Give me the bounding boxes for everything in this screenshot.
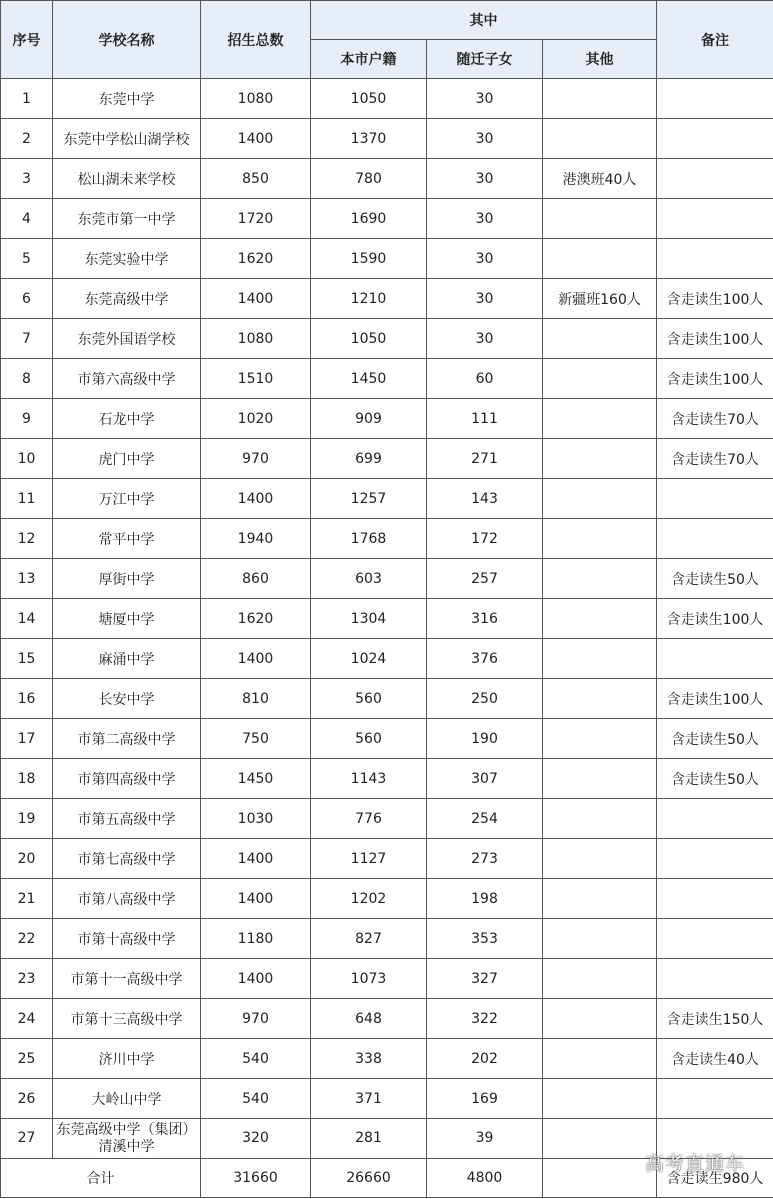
cell-local: 338 (311, 1039, 427, 1079)
header-row-1 (1, 1, 773, 40)
cell-note (657, 119, 773, 159)
cell-school: 东莞中学 (53, 79, 201, 119)
cell-school: 万江中学 (53, 479, 201, 519)
cell-school: 市第五高级中学 (53, 799, 201, 839)
cell-total: 860 (201, 559, 311, 599)
cell-migrant: 60 (427, 359, 543, 399)
cell-other (543, 519, 657, 559)
table-row (1, 399, 773, 439)
table-row (1, 919, 773, 959)
cell-migrant: 30 (427, 79, 543, 119)
table-row (1, 79, 773, 119)
cell-total: 810 (201, 679, 311, 719)
cell-other (543, 79, 657, 119)
cell-local: 371 (311, 1079, 427, 1119)
cell-note (657, 919, 773, 959)
cell-school: 市第十三高级中学 (53, 999, 201, 1039)
cell-note (657, 519, 773, 559)
table-row (1, 199, 773, 239)
cell-school: 市第四高级中学 (53, 759, 201, 799)
cell-migrant: 307 (427, 759, 543, 799)
cell-total: 1400 (201, 639, 311, 679)
table-row (1, 239, 773, 279)
table-row (1, 319, 773, 359)
table-row (1, 879, 773, 919)
cell-total: 850 (201, 159, 311, 199)
cell-local: 1304 (311, 599, 427, 639)
cell-note (657, 639, 773, 679)
table-row (1, 799, 773, 839)
cell-note (657, 1079, 773, 1119)
table-row (1, 159, 773, 199)
cell-local: 560 (311, 679, 427, 719)
cell-index: 7 (1, 319, 53, 359)
cell-migrant: 30 (427, 199, 543, 239)
table-row (1, 599, 773, 639)
header-group: 其中 (311, 1, 657, 40)
cell-other (543, 319, 657, 359)
cell-other (543, 959, 657, 999)
cell-total: 1020 (201, 399, 311, 439)
cell-index: 6 (1, 279, 53, 319)
cell-migrant: 198 (427, 879, 543, 919)
cell-local: 560 (311, 719, 427, 759)
cell-local: 1050 (311, 319, 427, 359)
cell-index: 10 (1, 439, 53, 479)
cell-note: 含走读生100人 (657, 359, 773, 399)
cell-other (543, 1079, 657, 1119)
table-row (1, 999, 773, 1039)
cell-local: 1024 (311, 639, 427, 679)
cell-school: 东莞高级中学（集团）清溪中学 (53, 1119, 201, 1159)
cell-index: 21 (1, 879, 53, 919)
header-local: 本市户籍 (311, 40, 427, 79)
total-other (543, 1159, 657, 1198)
cell-index: 4 (1, 199, 53, 239)
cell-local: 1050 (311, 79, 427, 119)
cell-total: 1450 (201, 759, 311, 799)
cell-migrant: 30 (427, 239, 543, 279)
cell-index: 1 (1, 79, 53, 119)
cell-total: 1030 (201, 799, 311, 839)
total-migrant: 4800 (427, 1159, 543, 1198)
cell-migrant: 39 (427, 1119, 543, 1159)
cell-note (657, 239, 773, 279)
cell-total: 750 (201, 719, 311, 759)
cell-other (543, 759, 657, 799)
cell-index: 19 (1, 799, 53, 839)
cell-total: 1080 (201, 79, 311, 119)
table-row (1, 719, 773, 759)
cell-index: 11 (1, 479, 53, 519)
cell-school: 常平中学 (53, 519, 201, 559)
cell-migrant: 111 (427, 399, 543, 439)
cell-total: 540 (201, 1079, 311, 1119)
cell-school: 市第二高级中学 (53, 719, 201, 759)
cell-local: 648 (311, 999, 427, 1039)
cell-total: 1400 (201, 119, 311, 159)
cell-note (657, 159, 773, 199)
cell-note: 含走读生100人 (657, 319, 773, 359)
cell-migrant: 327 (427, 959, 543, 999)
cell-other (543, 1119, 657, 1159)
cell-other (543, 599, 657, 639)
cell-migrant: 143 (427, 479, 543, 519)
cell-other (543, 919, 657, 959)
table-row (1, 479, 773, 519)
header-other: 其他 (543, 40, 657, 79)
cell-local: 776 (311, 799, 427, 839)
cell-note (657, 479, 773, 519)
cell-total: 1400 (201, 959, 311, 999)
cell-index: 13 (1, 559, 53, 599)
cell-local: 1073 (311, 959, 427, 999)
cell-migrant: 250 (427, 679, 543, 719)
cell-note: 含走读生50人 (657, 759, 773, 799)
cell-index: 25 (1, 1039, 53, 1079)
cell-migrant: 172 (427, 519, 543, 559)
cell-total: 970 (201, 999, 311, 1039)
cell-other (543, 719, 657, 759)
cell-school: 厚街中学 (53, 559, 201, 599)
cell-note: 含走读生100人 (657, 679, 773, 719)
cell-migrant: 376 (427, 639, 543, 679)
cell-note (657, 959, 773, 999)
cell-other (543, 239, 657, 279)
cell-total: 1080 (201, 319, 311, 359)
cell-school: 东莞高级中学 (53, 279, 201, 319)
cell-migrant: 353 (427, 919, 543, 959)
cell-school: 虎门中学 (53, 439, 201, 479)
cell-migrant: 30 (427, 119, 543, 159)
table-row (1, 839, 773, 879)
cell-school: 塘厦中学 (53, 599, 201, 639)
cell-other (543, 679, 657, 719)
cell-index: 22 (1, 919, 53, 959)
cell-index: 9 (1, 399, 53, 439)
table-row (1, 959, 773, 999)
cell-local: 1590 (311, 239, 427, 279)
cell-school: 市第十高级中学 (53, 919, 201, 959)
cell-other (543, 199, 657, 239)
cell-local: 1690 (311, 199, 427, 239)
cell-school: 大岭山中学 (53, 1079, 201, 1119)
cell-migrant: 30 (427, 279, 543, 319)
total-sum: 31660 (201, 1159, 311, 1198)
cell-school: 市第七高级中学 (53, 839, 201, 879)
cell-other (543, 559, 657, 599)
cell-index: 20 (1, 839, 53, 879)
cell-migrant: 254 (427, 799, 543, 839)
cell-migrant: 316 (427, 599, 543, 639)
cell-school: 市第八高级中学 (53, 879, 201, 919)
cell-note (657, 879, 773, 919)
cell-index: 23 (1, 959, 53, 999)
cell-total: 540 (201, 1039, 311, 1079)
table-row (1, 359, 773, 399)
cell-total: 1400 (201, 879, 311, 919)
table-row (1, 519, 773, 559)
cell-other: 新疆班160人 (543, 279, 657, 319)
cell-school: 济川中学 (53, 1039, 201, 1079)
cell-total: 970 (201, 439, 311, 479)
cell-index: 5 (1, 239, 53, 279)
table-row (1, 639, 773, 679)
cell-school: 长安中学 (53, 679, 201, 719)
cell-total: 1510 (201, 359, 311, 399)
cell-other (543, 399, 657, 439)
cell-index: 15 (1, 639, 53, 679)
cell-migrant: 273 (427, 839, 543, 879)
cell-local: 780 (311, 159, 427, 199)
cell-school: 东莞市第一中学 (53, 199, 201, 239)
cell-note: 含走读生150人 (657, 999, 773, 1039)
cell-other (543, 479, 657, 519)
cell-total: 1940 (201, 519, 311, 559)
cell-other (543, 879, 657, 919)
cell-local: 1370 (311, 119, 427, 159)
cell-total: 1400 (201, 839, 311, 879)
total-label: 合计 (1, 1159, 201, 1198)
cell-local: 281 (311, 1119, 427, 1159)
cell-note (657, 79, 773, 119)
cell-other (543, 639, 657, 679)
table-row (1, 439, 773, 479)
cell-school: 麻涌中学 (53, 639, 201, 679)
cell-note: 含走读生50人 (657, 719, 773, 759)
cell-note: 含走读生100人 (657, 599, 773, 639)
cell-school: 东莞中学松山湖学校 (53, 119, 201, 159)
cell-other (543, 439, 657, 479)
cell-migrant: 322 (427, 999, 543, 1039)
cell-migrant: 169 (427, 1079, 543, 1119)
cell-other (543, 999, 657, 1039)
total-local: 26660 (311, 1159, 427, 1198)
cell-local: 1257 (311, 479, 427, 519)
table-row (1, 1039, 773, 1079)
cell-other (543, 359, 657, 399)
table-row (1, 559, 773, 599)
table-row (1, 679, 773, 719)
cell-local: 1210 (311, 279, 427, 319)
cell-other (543, 839, 657, 879)
cell-index: 18 (1, 759, 53, 799)
cell-school: 东莞外国语学校 (53, 319, 201, 359)
cell-other (543, 1039, 657, 1079)
header-school: 学校名称 (53, 1, 201, 79)
cell-local: 1450 (311, 359, 427, 399)
cell-index: 8 (1, 359, 53, 399)
total-note: 含走读生980人 (657, 1159, 773, 1198)
cell-total: 1400 (201, 479, 311, 519)
watermark: 高考直通车 (644, 1153, 745, 1175)
cell-index: 2 (1, 119, 53, 159)
cell-local: 1202 (311, 879, 427, 919)
cell-note: 含走读生70人 (657, 439, 773, 479)
cell-note (657, 799, 773, 839)
cell-index: 12 (1, 519, 53, 559)
cell-migrant: 30 (427, 319, 543, 359)
cell-local: 1143 (311, 759, 427, 799)
cell-note (657, 199, 773, 239)
cell-total: 1620 (201, 599, 311, 639)
cell-note: 含走读生40人 (657, 1039, 773, 1079)
cell-migrant: 190 (427, 719, 543, 759)
header-migrant: 随迁子女 (427, 40, 543, 79)
cell-index: 17 (1, 719, 53, 759)
cell-index: 27 (1, 1119, 53, 1159)
header-note: 备注 (657, 1, 773, 79)
cell-school: 市第六高级中学 (53, 359, 201, 399)
cell-other: 港澳班40人 (543, 159, 657, 199)
cell-other (543, 799, 657, 839)
table-row (1, 759, 773, 799)
cell-migrant: 257 (427, 559, 543, 599)
cell-total: 1720 (201, 199, 311, 239)
cell-total: 1180 (201, 919, 311, 959)
cell-index: 26 (1, 1079, 53, 1119)
cell-school: 市第十一高级中学 (53, 959, 201, 999)
cell-note: 含走读生50人 (657, 559, 773, 599)
cell-migrant: 30 (427, 159, 543, 199)
cell-note: 含走读生70人 (657, 399, 773, 439)
cell-migrant: 202 (427, 1039, 543, 1079)
cell-total: 1620 (201, 239, 311, 279)
cell-total: 1400 (201, 279, 311, 319)
cell-index: 3 (1, 159, 53, 199)
cell-school: 东莞实验中学 (53, 239, 201, 279)
cell-migrant: 271 (427, 439, 543, 479)
cell-local: 603 (311, 559, 427, 599)
cell-note (657, 839, 773, 879)
cell-index: 24 (1, 999, 53, 1039)
cell-local: 699 (311, 439, 427, 479)
cell-local: 827 (311, 919, 427, 959)
cell-note: 含走读生100人 (657, 279, 773, 319)
cell-school: 石龙中学 (53, 399, 201, 439)
header-total: 招生总数 (201, 1, 311, 79)
cell-local: 1127 (311, 839, 427, 879)
cell-index: 14 (1, 599, 53, 639)
table-row (1, 1079, 773, 1119)
cell-other (543, 119, 657, 159)
cell-total: 320 (201, 1119, 311, 1159)
table-row (1, 119, 773, 159)
cell-local: 1768 (311, 519, 427, 559)
cell-school: 松山湖未来学校 (53, 159, 201, 199)
table-row (1, 279, 773, 319)
cell-index: 16 (1, 679, 53, 719)
header-index: 序号 (1, 1, 53, 79)
cell-local: 909 (311, 399, 427, 439)
